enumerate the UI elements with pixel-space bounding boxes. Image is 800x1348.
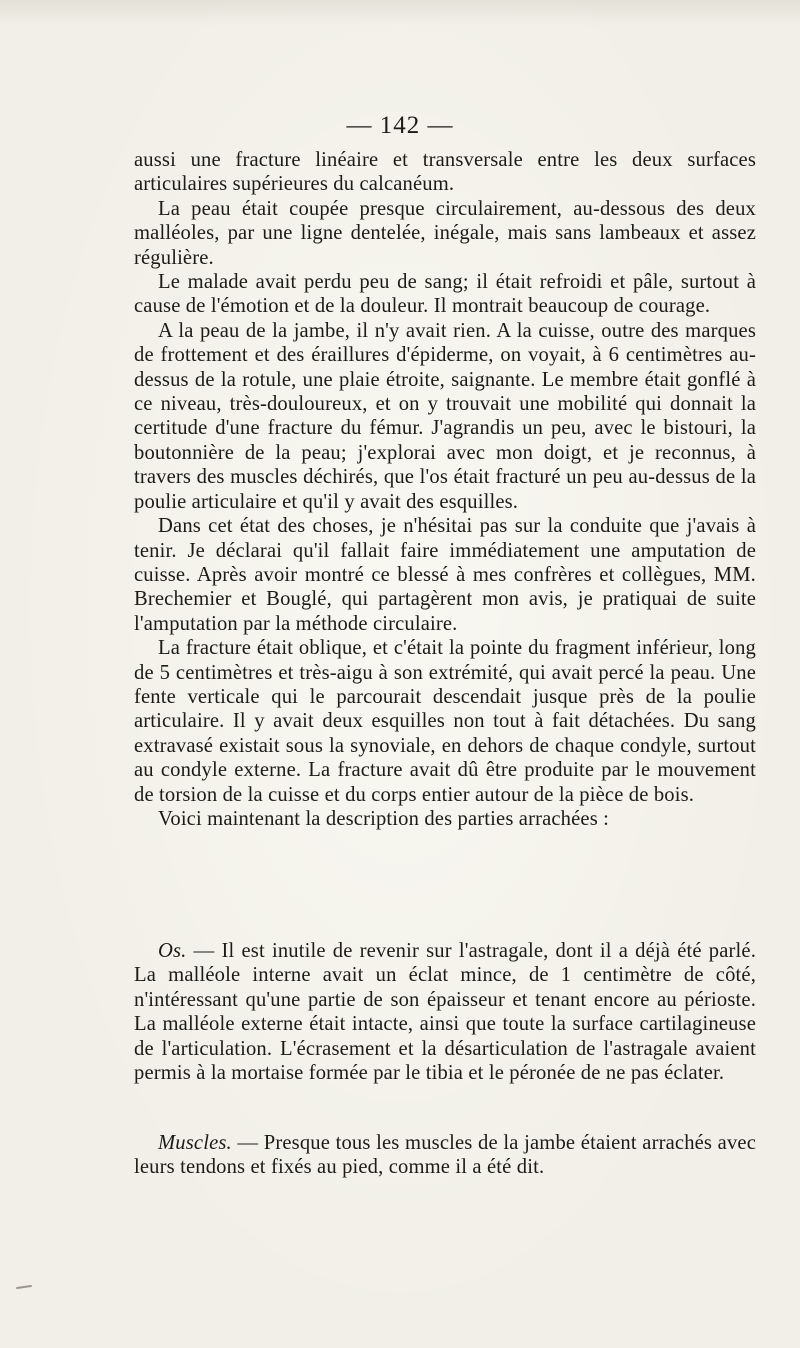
paragraph-skin: La peau était coupée presque circulairement, au-dessous des deux malléoles, par une ligne dentelée, inégale, mais sans lambeaux et assez régulière.: [134, 197, 756, 269]
paragraph-intro-description: Voici maintenant la description des parties arrachées :: [158, 807, 610, 830]
paragraph-thigh-wound: A la peau de la jambe, il n'y avait rien. A la cuisse, outre des marques de frottement et des éraillures d'épiderme, on voyait, à 6 centimètres au-dessus de la rotule, une plaie étroite, saignante. Le membre était gonflé à ce niveau, très-douloureux, et on y trouvait une mobilité qui donnait la certitude d'une fracture du fémur. J'agrandis un peu, avec le bistouri, la boutonnière de la peau; j'explorai avec mon doigt, et je reconnus, à travers des muscles déchirés, que l'os était fracturé un peu au-dessus de la poulie articulaire et qu'il y avait des esquilles.: [134, 319, 756, 513]
paragraph-fracture-description: La fracture était oblique, et c'était la pointe du fragment inférieur, long de 5 centimètres et très-aigu à son extrémité, qui avait percé la peau. Une fente verticale qui le parcourait descendait jusque près de la poulie articulaire. Il y avait deux esquilles non tout à fait détachées. Du sang extravasé existait sous la synoviale, en dehors de chaque condyle, surtout au condyle externe. La fracture avait dû être produite par le mouvement de torsion de la cuisse et du corps entier autour de la pièce de bois.: [134, 637, 756, 806]
section-text-os: — Il est inutile de revenir sur l'astragale, dont il a déjà été parlé. La malléole interne avait un éclat mince, de 1 centimètre de côté, n'intéressant qu'une partie de son épaisseur et tenant encore au périoste. La malléole externe était intacte, ainsi que toute la surface cartilagineuse de l'articulation. L'écrasement et la désarticulation de l'astragale avaient permis à la mortaise formée par le tibia et le péronée de ne pas éclater.: [134, 940, 756, 1085]
main-text-block: [134, 148, 756, 831]
page-speck: [16, 1285, 32, 1289]
section-label-os: Os.: [158, 940, 187, 962]
paragraph-patient-state: Le malade avait perdu peu de sang; il était refroidi et pâle, surtout à cause de l'émotion et de la douleur. Il montrait beaucoup de courage.: [134, 271, 756, 318]
section-text-muscles: — Presque tous les muscles de la jambe étaient arrachés avec leurs tendons et fixés au pied, comme il a été dit.: [134, 1132, 756, 1179]
section-bones: [134, 939, 756, 1085]
paragraph-continuation: aussi une fracture linéaire et transversale entre les deux surfaces articulaires supérieures du calcanéum.: [134, 149, 756, 196]
section-muscles: [134, 1131, 756, 1180]
page-number: — 142 —: [346, 112, 454, 139]
paragraph-muscles: [134, 1131, 756, 1180]
page-top-edge: [0, 0, 800, 26]
section-label-muscles: Muscles.: [158, 1132, 232, 1154]
paragraph-amputation-decision: Dans cet état des choses, je n'hésitai pas sur la conduite que j'avais à tenir. Je déclarai qu'il fallait faire immédiatement une amputation de cuisse. Après avoir montré ce blessé à mes confrères et collègues, MM. Brechemier et Bouglé, qui partagèrent mon avis, je pratiquai de suite l'amputation par la méthode circulaire.: [134, 515, 756, 635]
paragraph-bones: [134, 939, 756, 1085]
